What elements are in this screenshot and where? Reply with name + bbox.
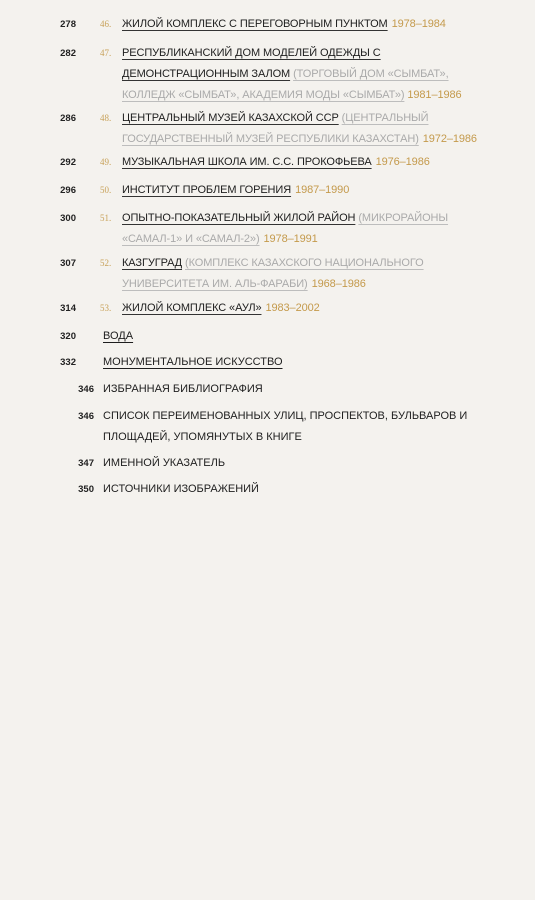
page-number: 314 — [60, 303, 76, 314]
page-number: 332 — [60, 357, 76, 368]
page-number: 346 — [78, 411, 94, 422]
appendix-title: ИСТОЧНИКИ ИЗОБРАЖЕНИЙ — [103, 483, 259, 495]
entry-years: 1978–1991 — [263, 233, 318, 245]
chapter-number: 48. — [100, 113, 112, 123]
entry-subtitle: (ТОРГОВЫЙ ДОМ «СЫМБАТ», КОЛЛЕДЖ «СЫМБАТ», АКАДЕМИЯ МОДЫ «СЫМБАТ») — [122, 68, 449, 101]
chapter-number: 51. — [100, 213, 112, 223]
appendix-title: СПИСОК ПЕРЕИМЕНОВАННЫХ УЛИЦ, ПРОСПЕКТОВ, БУЛЬВАРОВ И ПЛОЩАДЕЙ, УПОМЯНУТЫХ В КНИГЕ — [103, 410, 468, 443]
entry-title: ОПЫТНО-ПОКАЗАТЕЛЬНЫЙ ЖИЛОЙ РАЙОН — [122, 212, 356, 224]
entry-title: ЖИЛОЙ КОМПЛЕКС С ПЕРЕГОВОРНЫМ ПУНКТОМ — [122, 18, 388, 30]
page-number: 296 — [60, 185, 76, 196]
page-number: 278 — [60, 19, 76, 30]
page-number: 300 — [60, 213, 76, 224]
entry-text — [122, 180, 487, 201]
chapter-number: 50. — [100, 185, 112, 195]
page-number: 347 — [78, 458, 94, 469]
entry-title: ЖИЛОЙ КОМПЛЕКС «АУЛ» — [122, 302, 262, 314]
chapter-number: 49. — [100, 157, 112, 167]
chapter-number: 52. — [100, 258, 112, 268]
entry-subtitle: (КОМПЛЕКС КАЗАХСКОГО НАЦИОНАЛЬНОГО УНИВЕРСИТЕТА ИМ. АЛЬ-ФАРАБИ) — [122, 257, 424, 290]
entry-subtitle: (ЦЕНТРАЛЬНЫЙ ГОСУДАРСТВЕННЫЙ МУЗЕЙ РЕСПУБЛИКИ КАЗАХСТАН) — [122, 112, 429, 145]
entry-text — [122, 208, 487, 250]
entry-years: 1983–2002 — [265, 302, 320, 314]
appendix-title: ИЗБРАННАЯ БИБЛИОГРАФИЯ — [103, 383, 263, 395]
entry-years: 1981–1986 — [407, 89, 462, 101]
entry-years: 1978–1984 — [391, 18, 446, 30]
entry-text — [122, 43, 487, 106]
entry-years: 1972–1986 — [422, 133, 477, 145]
entry-title: КАЗГУГРАД — [122, 257, 183, 269]
entry-title: РЕСПУБЛИКАНСКИЙ ДОМ МОДЕЛЕЙ ОДЕЖДЫ С ДЕМОНСТРАЦИОННЫМ ЗАЛОМ — [122, 47, 381, 80]
entry-text — [122, 298, 487, 319]
entry-text — [122, 14, 487, 35]
entry-text — [122, 253, 487, 295]
page-number: 292 — [60, 157, 76, 168]
page-number: 350 — [78, 484, 94, 495]
entry-years: 1987–1990 — [295, 184, 350, 196]
chapter-number: 53. — [100, 303, 112, 313]
page-number: 286 — [60, 113, 76, 124]
appendix-title: ИМЕННОЙ УКАЗАТЕЛЬ — [103, 457, 226, 469]
chapter-number: 46. — [100, 19, 112, 29]
section-title: МОНУМЕНТАЛЬНОЕ ИСКУССТВО — [103, 356, 283, 368]
entry-subtitle: (МИКРОРАЙОНЫ «САМАЛ-1» И «САМАЛ-2») — [122, 212, 449, 245]
entry-years: 1968–1986 — [311, 278, 366, 290]
page-number: 320 — [60, 331, 76, 342]
entry-title: МУЗЫКАЛЬНАЯ ШКОЛА ИМ. С.С. ПРОКОФЬЕВА — [122, 156, 372, 168]
page-number: 307 — [60, 258, 76, 269]
entry-title: ЦЕНТРАЛЬНЫЙ МУЗЕЙ КАЗАХСКОЙ ССР — [122, 112, 339, 124]
section-title: ВОДА — [103, 330, 134, 342]
entry-text — [122, 152, 487, 173]
page-number: 282 — [60, 48, 76, 59]
entry-years: 1976–1986 — [375, 156, 430, 168]
entry-text — [122, 108, 487, 150]
chapter-number: 47. — [100, 48, 112, 58]
entry-title: ИНСТИТУТ ПРОБЛЕМ ГОРЕНИЯ — [122, 184, 292, 196]
page-number: 346 — [78, 384, 94, 395]
